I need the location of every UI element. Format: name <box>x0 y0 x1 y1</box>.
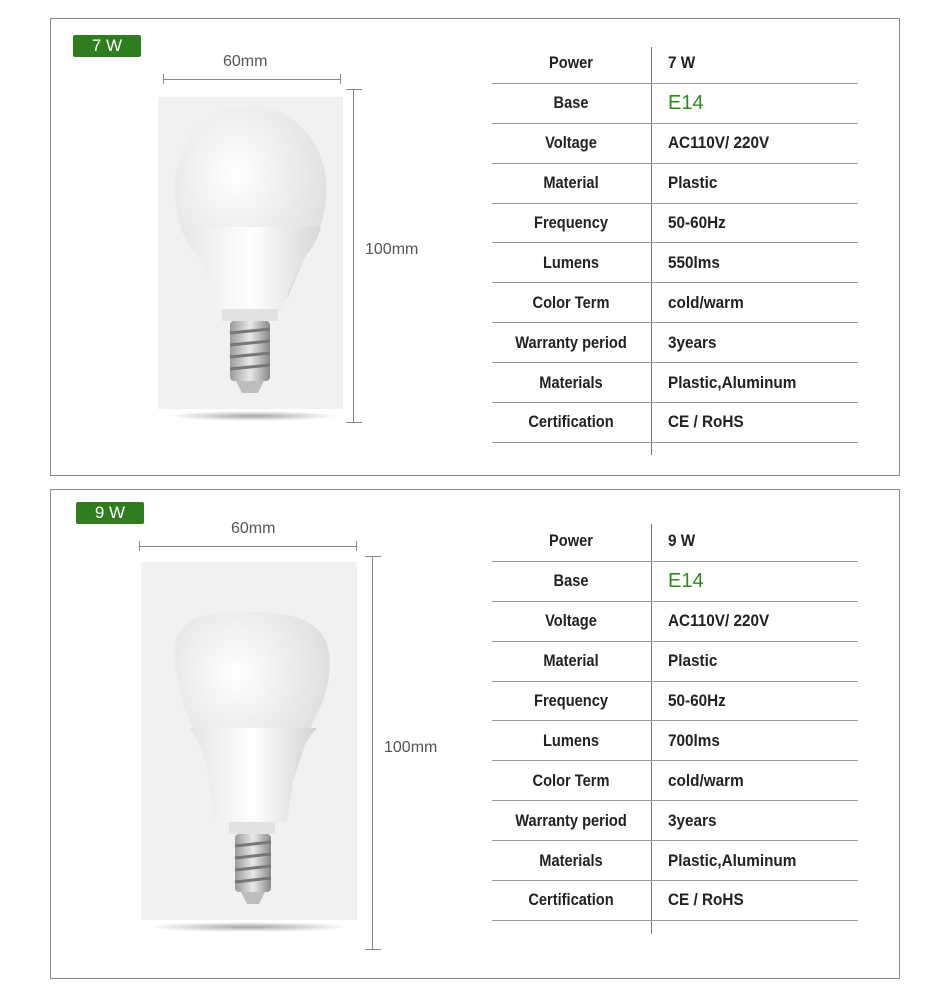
spec-panel-9w <box>50 489 900 979</box>
bulb-shadow <box>147 922 351 932</box>
spec-row-power: Power 9 W <box>492 522 858 562</box>
spec-row-frequency: Frequency 50-60Hz <box>492 682 858 722</box>
spec-row-color-term: Color Term cold/warm <box>492 761 858 801</box>
height-dimension-line <box>353 89 354 422</box>
height-dimension-tick <box>346 422 362 423</box>
height-dimension-tick <box>346 89 362 90</box>
wattage-badge: 7 W <box>73 35 141 57</box>
bulb-photo <box>141 562 357 920</box>
spec-row-lumens: Lumens 550lms <box>492 243 858 283</box>
spec-row-warranty: Warranty period 3years <box>492 323 858 363</box>
spec-row-lumens: Lumens 700lms <box>492 721 858 761</box>
panel-gap <box>440 476 443 489</box>
width-dimension-tick <box>356 541 357 551</box>
height-dimension-tick <box>365 949 381 950</box>
spec-panel-7w <box>50 18 900 476</box>
width-dimension-line <box>163 79 341 80</box>
width-dimension-tick <box>340 74 341 84</box>
light-bulb-image <box>158 97 343 409</box>
spec-row-materials: Materials Plastic,Aluminum <box>492 841 858 881</box>
height-dimension-label: 100mm <box>384 739 438 756</box>
width-dimension-label: 60mm <box>223 53 268 70</box>
spec-row-base: Base E14 <box>492 84 858 124</box>
spec-row-certification: Certification CE / RoHS <box>492 403 858 443</box>
spec-row-base: Base E14 <box>492 562 858 602</box>
spec-row-frequency: Frequency 50-60Hz <box>492 204 858 244</box>
bulb-shadow <box>168 411 338 421</box>
spec-row-materials: Materials Plastic,Aluminum <box>492 363 858 403</box>
spec-row-certification: Certification CE / RoHS <box>492 881 858 921</box>
height-dimension-tick <box>365 556 381 557</box>
spec-row-voltage: Voltage AC110V/ 220V <box>492 602 858 642</box>
light-bulb-image <box>141 562 357 920</box>
spec-row-power: Power 7 W <box>492 44 858 84</box>
width-dimension-line <box>139 546 357 547</box>
width-dimension-tick <box>163 74 164 84</box>
spec-table <box>492 522 858 921</box>
spec-row-warranty: Warranty period 3years <box>492 801 858 841</box>
width-dimension-label: 60mm <box>231 520 276 537</box>
spec-row-material: Material Plastic <box>492 164 858 204</box>
wattage-badge: 9 W <box>76 502 144 524</box>
spec-row-material: Material Plastic <box>492 642 858 682</box>
height-dimension-line <box>372 556 373 949</box>
spec-row-color-term: Color Term cold/warm <box>492 283 858 323</box>
spec-table <box>492 44 858 443</box>
width-dimension-tick <box>139 541 140 551</box>
bulb-photo <box>158 97 343 409</box>
height-dimension-label: 100mm <box>365 241 419 258</box>
spec-row-voltage: Voltage AC110V/ 220V <box>492 124 858 164</box>
